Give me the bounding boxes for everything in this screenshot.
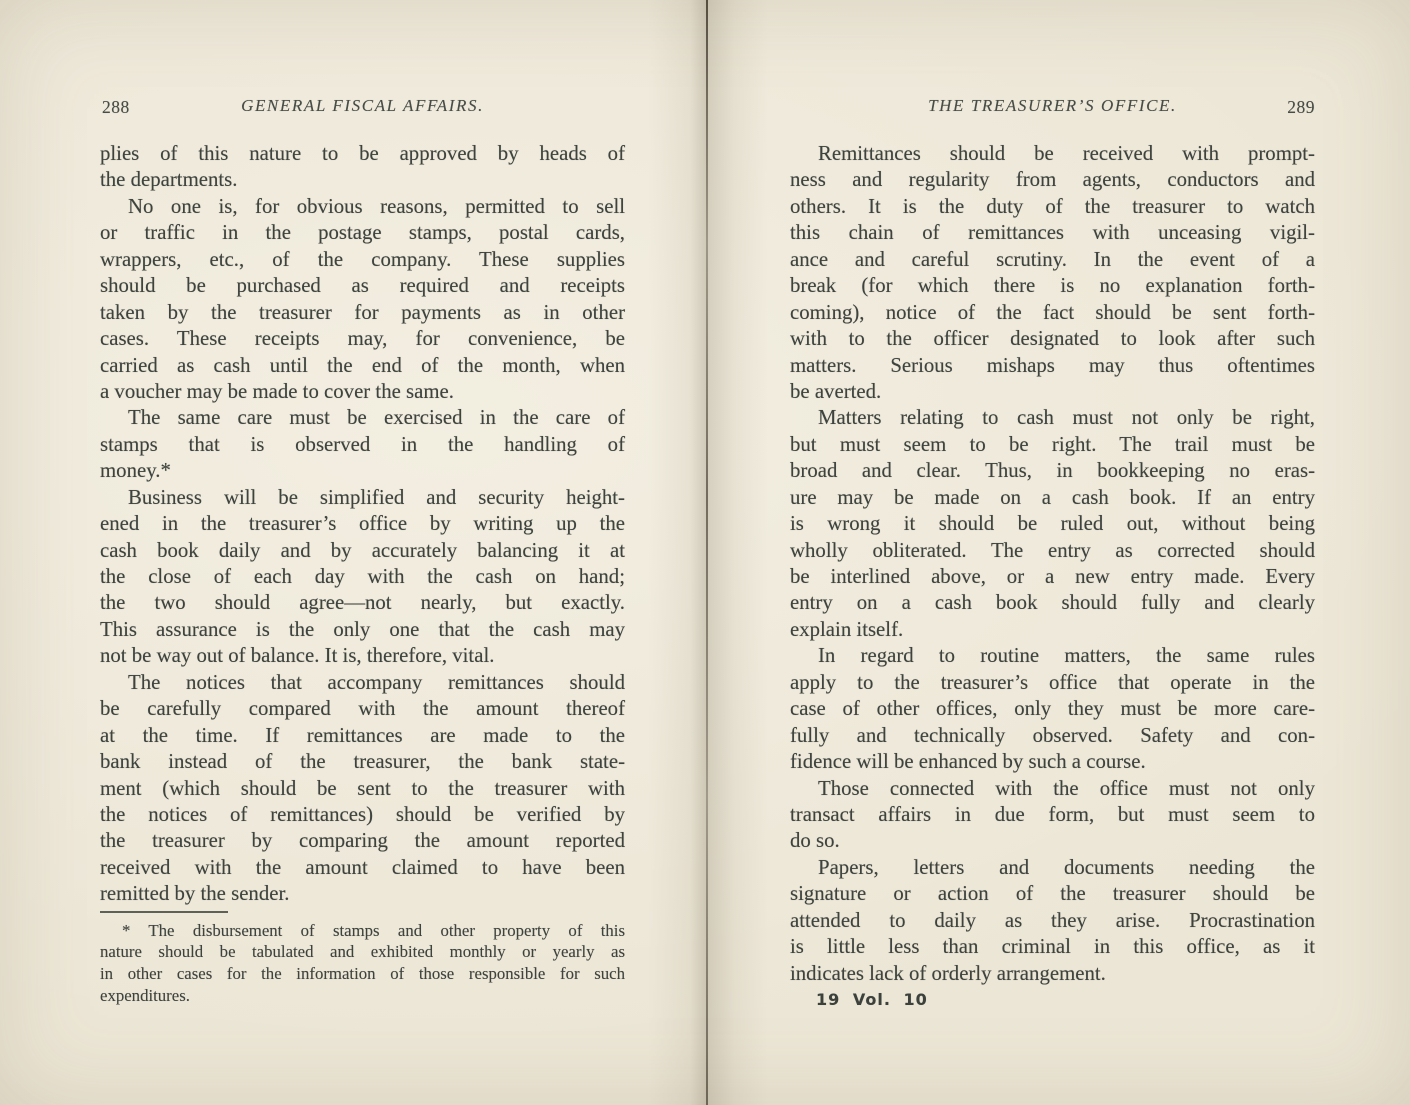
text-line: received with the amount claimed to have been (100, 855, 625, 879)
text-line: wrappers, etc., of the company. These supplies (100, 247, 625, 271)
text-line: ness and regularity from agents, conductors and (790, 168, 1315, 192)
text-line: at the time. If remittances are made to the (100, 723, 625, 747)
text-line: signature or action of the treasurer should be (790, 882, 1315, 906)
text-line: apply to the treasurer’s office that operate in the (790, 670, 1315, 694)
text-line: in other cases for the information of those responsible for such (100, 964, 625, 984)
text-line: break (for which there is no explanation forth- (790, 274, 1315, 298)
text-line: nature should be tabulated and exhibited monthly or yearly as (100, 942, 625, 962)
text-line: the notices of remittances) should be verified by (100, 802, 625, 826)
running-head-left (100, 96, 625, 122)
text-line: explain itself. (790, 617, 904, 641)
text-line: cash book daily and by accurately balancing it at (100, 538, 625, 562)
text-line: * The disbursement of stamps and other property of this (122, 920, 625, 940)
text-line: the treasurer by comparing the amount reported (100, 829, 625, 853)
text-line: No one is, for obvious reasons, permitted to sell (128, 194, 625, 218)
text-line: transact affairs in due form, but must seem to (790, 802, 1315, 826)
text-line: or traffic in the postage stamps, postal cards, (100, 221, 625, 245)
text-line: ment (which should be sent to the treasurer with (100, 776, 625, 800)
text-line: carried as cash until the end of the month, when (100, 353, 625, 377)
text-line: wholly obliterated. The entry as corrected should (790, 538, 1315, 562)
text-line: remitted by the sender. (100, 882, 290, 906)
text-line: case of other offices, only they must be more care- (790, 697, 1315, 721)
text-line: broad and clear. Thus, in bookkeeping no eras- (790, 459, 1315, 483)
text-line: attended to daily as they arise. Procrastination (790, 908, 1315, 932)
text-line: not be way out of balance. It is, therefore, vital. (100, 644, 495, 668)
text-line: do so. (790, 829, 840, 853)
footnote-rule (100, 911, 228, 913)
text-line: is wrong it should be ruled out, without being (790, 512, 1315, 536)
text-line: This assurance is the only one that the cash may (100, 617, 625, 641)
text-line: ened in the treasurer’s office by writing up the (100, 512, 625, 536)
text-line: be averted. (790, 379, 882, 403)
page-body-left (100, 141, 625, 908)
text-line: fidence will be enhanced by such a course. (790, 750, 1146, 774)
text-line: expenditures. (100, 986, 190, 1006)
text-line: be interlined above, or a new entry made. Every (790, 565, 1315, 588)
text-line: the departments. (100, 168, 238, 192)
text-line: money.* (100, 459, 171, 483)
text-line: is little less than criminal in this office, as it (790, 935, 1315, 959)
text-line: a voucher may be made to cover the same. (100, 379, 454, 403)
text-line: this chain of remittances with unceasing vigil- (790, 221, 1315, 245)
text-line: the close of each day with the cash on hand; (100, 565, 625, 588)
text-line: fully and technically observed. Safety and con- (790, 723, 1315, 747)
text-line: Those connected with the office must not only (818, 776, 1315, 800)
text-line: bank instead of the treasurer, the bank state- (100, 750, 625, 774)
text-line: Remittances should be received with prompt- (818, 142, 1315, 165)
running-header-title-right: THE TREASURER’S OFFICE. (928, 96, 1177, 115)
page-number-left: 288 (102, 97, 130, 117)
text-line: ure may be made on a cash book. If an entry (790, 485, 1315, 509)
text-line: entry on a cash book should fully and clearly (790, 591, 1315, 615)
text-line: indicates lack of orderly arrangement. (790, 961, 1106, 985)
text-line: be carefully compared with the amount thereof (100, 697, 625, 721)
text-line: matters. Serious mishaps may thus oftentimes (790, 353, 1315, 377)
text-line: with to the officer designated to look after such (790, 327, 1315, 351)
text-line: Business will be simplified and security height- (128, 485, 625, 509)
footnote-block (100, 911, 625, 1007)
text-line: should be purchased as required and receipts (100, 274, 625, 298)
text-line: ance and careful scrutiny. In the event of a (790, 247, 1315, 271)
page-body-right (790, 141, 1315, 987)
text-line: taken by the treasurer for payments as in other (100, 300, 625, 324)
text-line: Papers, letters and documents needing the (818, 855, 1315, 879)
text-line: others. It is the duty of the treasurer to watch (790, 194, 1315, 218)
page-left (100, 96, 625, 1007)
text-line: stamps that is observed in the handling of (100, 432, 625, 456)
running-header-title-left: GENERAL FISCAL AFFAIRS. (241, 96, 484, 115)
text-line: The same care must be exercised in the care of (128, 406, 625, 430)
text-line: plies of this nature to be approved by heads of (100, 142, 625, 165)
running-head-right (790, 96, 1315, 122)
page-right (790, 96, 1315, 1009)
text-line: the two should agree—not nearly, but exactly. (100, 591, 625, 615)
text-line: coming), notice of the fact should be sent forth- (790, 300, 1315, 324)
text-line: In regard to routine matters, the same rules (818, 644, 1315, 668)
text-line: but must seem to be right. The trail must be (790, 432, 1315, 456)
printers-signature: 19 Vol. 10 (816, 990, 928, 1009)
text-line: cases. These receipts may, for convenience, be (100, 327, 625, 351)
text-line: The notices that accompany remittances should (128, 670, 625, 694)
binding-gutter-shadow (648, 0, 768, 1105)
binding-gutter-line (706, 0, 708, 1105)
page-number-right: 289 (1287, 97, 1315, 117)
footnote-lines (100, 920, 625, 1007)
text-line: Matters relating to cash must not only be right, (818, 406, 1315, 430)
